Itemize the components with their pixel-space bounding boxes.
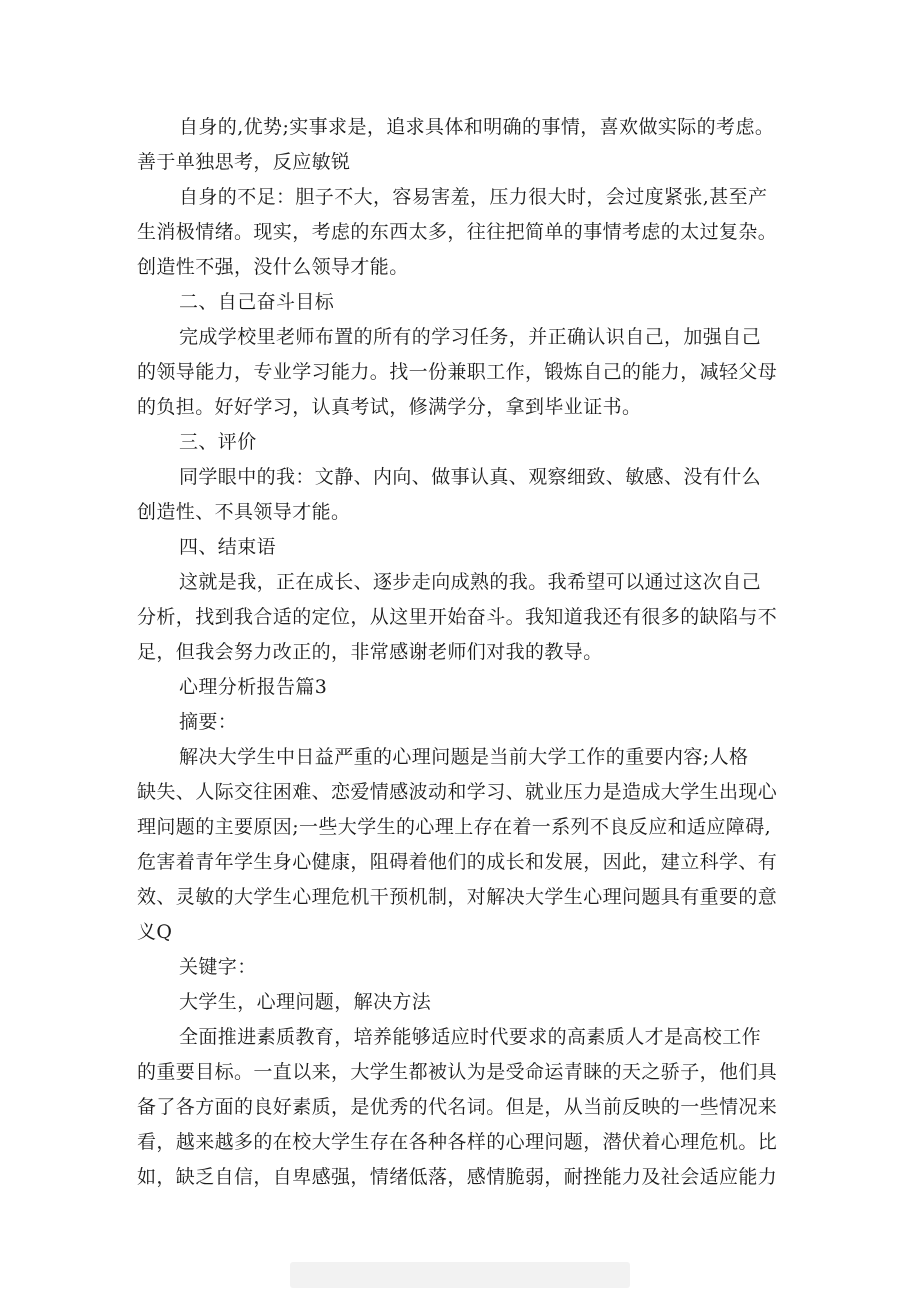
text-line: 看，越来越多的在校大学生存在各种各样的心理问题，潜伏着心理危机。比 (137, 1131, 778, 1153)
text-line: 如，缺乏自信，自卑感强，情绪低落，感情脆弱，耐挫能力及社会适应能力 (137, 1166, 778, 1188)
text-line: 生消极情绪。现实，考虑的东西太多，往往把简单的事情考虑的太过复杂。 (137, 221, 778, 243)
text-line: 这就是我，正在成长、逐步走向成熟的我。我希望可以通过这次自己 (179, 571, 762, 593)
text-line: 义Q (137, 921, 173, 943)
text-line: 的领导能力，专业学习能力。找一份兼职工作，锻炼自己的能力，减轻父母 (137, 361, 778, 383)
text-line: 分析，找到我合适的定位，从这里开始奋斗。我知道我还有很多的缺陷与不 (137, 606, 778, 628)
article-title: 心理分析报告篇3 (179, 676, 328, 698)
keywords-line: 大学生，心理问题，解决方法 (179, 991, 432, 1013)
section-heading: 三、评价 (179, 431, 257, 453)
text-line: 的负担。好好学习，认真考试，修满学分，拿到毕业证书。 (137, 396, 642, 418)
text-line: 全面推进素质教育，培养能够适应时代要求的高素质人才是高校工作 (179, 1026, 762, 1048)
text-line: 理问题的主要原因;一些大学生的心理上存在着一系列不良反应和适应障碍, (137, 816, 772, 838)
text-line: 危害着青年学生身心健康，阻碍着他们的成长和发展，因此，建立科学、有 (137, 851, 778, 873)
text-line: 解决大学生中日益严重的心理问题是当前大学工作的重要内容;人格 (179, 746, 749, 768)
text-line: 效、灵敏的大学生心理危机干预机制，对解决大学生心理问题具有重要的意 (137, 886, 778, 908)
text-line: 足，但我会努力改正的，非常感谢老师们对我的教导。 (137, 641, 603, 663)
text-line: 备了各方面的良好素质，是优秀的代名词。但是，从当前反映的一些情况来 (137, 1096, 778, 1118)
section-heading: 四、结束语 (179, 536, 277, 558)
text-line: 创造性不强，没什么领导才能。 (137, 256, 409, 278)
footer-bar (290, 1262, 630, 1288)
text-line: 自身的不足：胆子不大，容易害羞，压力很大时，会过度紧张,甚至产 (179, 186, 768, 208)
text-line: 善于单独思考，反应敏锐 (137, 151, 351, 173)
abstract-label: 摘要： (179, 711, 238, 733)
text-line: 完成学校里老师布置的所有的学习任务，并正确认识自己，加强自己 (179, 326, 762, 348)
text-line: 同学眼中的我：文静、内向、做事认真、观察细致、敏感、没有什么 (179, 466, 762, 488)
keywords-label: 关键字： (179, 956, 257, 978)
text-line: 的重要目标。一直以来，大学生都被认为是受命运青睐的天之骄子，他们具 (137, 1061, 778, 1083)
text-line: 缺失、人际交往困难、恋爱情感波动和学习、就业压力是造成大学生出现心 (137, 781, 778, 803)
text-line: 创造性、不具领导才能。 (137, 501, 351, 523)
section-heading: 二、自己奋斗目标 (179, 291, 335, 313)
text-line: 自身的,优势;实事求是，追求具体和明确的事情，喜欢做实际的考虑。 (179, 116, 775, 138)
